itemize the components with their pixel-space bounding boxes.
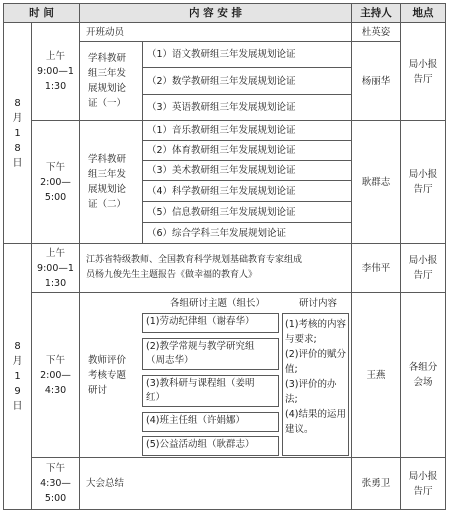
- day1-morning-title: [79, 41, 143, 121]
- day2-afternoon-content: [79, 292, 352, 458]
- day2-closing-host: 张勇卫: [351, 457, 401, 510]
- venue-line: 局小报: [408, 255, 438, 266]
- day2-afternoon-venue: [400, 292, 446, 458]
- header-content: 内 容 安 排: [79, 3, 352, 23]
- day1-date: [3, 22, 32, 244]
- time-line: 9:00—1: [37, 66, 74, 77]
- group-box: [142, 436, 279, 456]
- venue-line: 局小报: [408, 58, 438, 70]
- group-line: （周志华）: [146, 355, 194, 366]
- day1-morning-item: （2）数学教研组三年发展规划论证: [142, 67, 352, 95]
- time-line: 4:30: [44, 384, 67, 396]
- title-line: 学科教研: [88, 53, 127, 64]
- day2-afternoon-time: [31, 292, 80, 458]
- content-line: 江苏省特级教师、全国教育科学规划基础教育专家组成: [86, 255, 303, 265]
- time-line: 下午: [45, 161, 65, 173]
- title-line: 展规划论: [88, 184, 127, 195]
- time-line: 5:00: [44, 493, 67, 504]
- day2-date-char: 日: [12, 401, 23, 412]
- title-line: 组三年发: [88, 169, 127, 180]
- header-host: 主持人: [351, 3, 401, 23]
- day1-afternoon-item: （3）美术教研组三年发展规划论证: [142, 160, 352, 181]
- group-line: (5)公益活动组（耿群志）: [146, 439, 255, 450]
- content-line: 员杨九俊先生主题报告《做幸福的教育人》: [86, 270, 258, 280]
- day1-morning-time: [31, 22, 80, 121]
- time-line: 2:00—: [40, 369, 71, 381]
- day1-date-char: 月: [12, 112, 23, 124]
- time-line: 1:30: [44, 277, 67, 289]
- group-line: (3)教科研与课程组（姜明: [146, 378, 255, 389]
- topic-line: (4)结果的运用: [285, 409, 346, 420]
- day1-morning-venue: [400, 22, 446, 121]
- topic-line: (3)评价的办: [285, 379, 337, 390]
- time-line: 9:00—1: [37, 262, 74, 274]
- title-line: 学科教研: [88, 154, 127, 165]
- groups-header: 各组研讨主题（组长）: [169, 298, 265, 309]
- day2-afternoon-title: [88, 293, 126, 457]
- time-line: 4:30—: [40, 478, 71, 489]
- day1-afternoon-host: 耿群志: [351, 120, 401, 244]
- day1-afternoon-item: （2）体育教研组三年发展规划论证: [142, 140, 352, 161]
- schedule-table: [3, 3, 446, 510]
- day1-afternoon-time: [31, 120, 80, 244]
- topics-header: 研讨内容: [298, 298, 337, 309]
- group-line: (1)劳动纪律组（谢春华）: [146, 316, 255, 327]
- day2-afternoon-host: 王燕: [351, 292, 401, 458]
- title-line: 教师评价: [88, 354, 127, 366]
- time-line: 2:00—: [40, 176, 71, 188]
- day2-morning-content: [79, 243, 352, 293]
- group-line: (2)教学常规与教学研究组: [146, 341, 255, 352]
- day1-date-char: 日: [12, 157, 23, 169]
- venue-line: 告厅: [413, 73, 433, 85]
- title-line: 展规划论: [88, 83, 127, 94]
- venue-line: 局小报: [408, 470, 438, 482]
- topic-line: 值;: [285, 364, 298, 375]
- title-line: 证（一）: [88, 98, 127, 109]
- title-line: 组三年发: [88, 68, 127, 79]
- venue-line: 局小报: [408, 169, 438, 180]
- day2-morning-host: 李伟平: [351, 243, 401, 293]
- day1-afternoon-item: （5）信息教研组三年发展规划论证: [142, 201, 352, 223]
- day2-date-char: 19: [14, 371, 21, 397]
- header-time: 时 间: [3, 3, 80, 23]
- day2-date: [3, 243, 32, 510]
- venue-line: 会场: [413, 377, 433, 388]
- topic-line: 建议。: [285, 424, 314, 435]
- title-line: 考核专题: [88, 369, 127, 381]
- time-line: 5:00: [44, 191, 67, 203]
- topic-line: (2)评价的赋分: [285, 349, 346, 360]
- topic-line: 法;: [285, 394, 298, 405]
- venue-line: 告厅: [413, 184, 433, 195]
- day1-morning-item: （1）语文教研组三年发展规划论证: [142, 41, 352, 68]
- title-line: 研讨: [88, 384, 108, 396]
- day1-afternoon-item: （4）科学教研组三年发展规划论证: [142, 180, 352, 202]
- group-box: [142, 375, 279, 407]
- topic-line: 与要求;: [285, 334, 317, 345]
- group-box: [142, 412, 279, 432]
- group-line: 红）: [146, 392, 166, 403]
- day1-afternoon-item: （6）综合学科三年发展规划论证: [142, 222, 352, 244]
- day1-opening: 开班动员: [79, 22, 352, 42]
- header-venue: 地点: [400, 3, 446, 23]
- day1-afternoon-venue: [400, 120, 446, 244]
- day2-closing-venue: [400, 457, 446, 510]
- group-box: [142, 338, 279, 370]
- day1-date-char: 18: [14, 127, 21, 154]
- topics-box: [282, 313, 349, 456]
- time-line: 下午: [45, 354, 65, 366]
- day1-opening-host: 杜英姿: [351, 22, 401, 42]
- venue-line: 各组分: [408, 362, 438, 373]
- day1-morning-item: （3）英语教研组三年发展规划论证: [142, 94, 352, 121]
- day2-morning-venue: [400, 243, 446, 293]
- day2-closing-content: 大会总结: [79, 457, 352, 510]
- day2-date-char: 8: [14, 341, 21, 352]
- time-line: 上午: [45, 51, 65, 62]
- day1-date-char: 8: [14, 97, 21, 109]
- day1-afternoon-item: （1）音乐教研组三年发展规划论证: [142, 120, 352, 141]
- day1-afternoon-title: [79, 120, 143, 244]
- group-box: [142, 313, 279, 333]
- day1-morning-host: 杨丽华: [351, 41, 401, 121]
- time-line: 1:30: [44, 81, 67, 92]
- venue-line: 告厅: [413, 485, 433, 497]
- day2-closing-time: [31, 457, 80, 510]
- venue-line: 告厅: [413, 270, 433, 281]
- day2-date-char: 月: [12, 356, 23, 367]
- topic-line: (1)考核的内容: [285, 319, 346, 330]
- time-line: 下午: [45, 463, 65, 474]
- group-line: (4)班主任组（许娟娜）: [146, 415, 245, 426]
- day2-morning-time: [31, 243, 80, 293]
- time-line: 上午: [45, 247, 65, 259]
- title-line: 证（二）: [88, 199, 127, 210]
